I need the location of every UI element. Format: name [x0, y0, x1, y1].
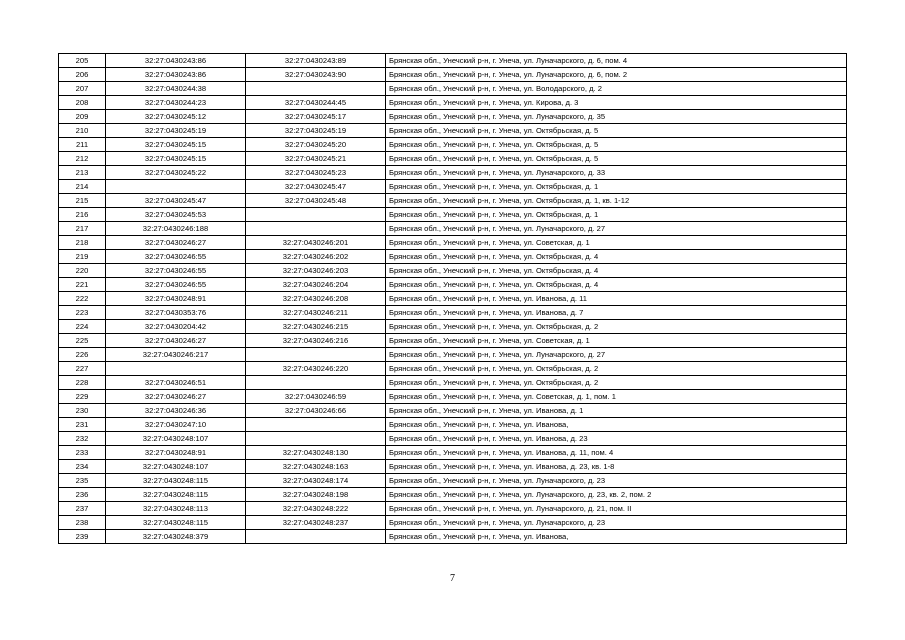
linked-cadastral-number-cell: 32:27:0430243:89	[246, 54, 386, 68]
table-row	[59, 362, 847, 376]
table-row	[59, 82, 847, 96]
row-number-cell: 231	[59, 418, 106, 432]
cadastral-number-cell: 32:27:0430246:27	[106, 390, 246, 404]
row-number-cell: 235	[59, 474, 106, 488]
table-row	[59, 194, 847, 208]
table-body	[59, 54, 847, 544]
linked-cadastral-number-cell: 32:27:0430245:17	[246, 110, 386, 124]
address-cell: Брянская обл., Унечский р-н, г. Унеча, ул. Иванова, д. 23, кв. 1-8	[386, 460, 847, 474]
address-cell: Брянская обл., Унечский р-н, г. Унеча, ул. Октябрьская, д. 4	[386, 250, 847, 264]
cadastral-number-cell: 32:27:0430246:55	[106, 264, 246, 278]
cadastral-number-cell: 32:27:0430248:113	[106, 502, 246, 516]
cadastral-number-cell: 32:27:0430246:36	[106, 404, 246, 418]
address-cell: Брянская обл., Унечский р-н, г. Унеча, ул. Советская, д. 1	[386, 334, 847, 348]
cadastral-number-cell: 32:27:0430243:86	[106, 68, 246, 82]
row-number-cell: 221	[59, 278, 106, 292]
address-cell: Брянская обл., Унечский р-н, г. Унеча, ул. Советская, д. 1	[386, 236, 847, 250]
table-row	[59, 376, 847, 390]
table-row	[59, 516, 847, 530]
table-row	[59, 250, 847, 264]
address-cell: Брянская обл., Унечский р-н, г. Унеча, ул. Октябрьская, д. 1	[386, 208, 847, 222]
table-row	[59, 446, 847, 460]
table-row	[59, 264, 847, 278]
address-cell: Брянская обл., Унечский р-н, г. Унеча, ул. Луначарского, д. 23	[386, 516, 847, 530]
linked-cadastral-number-cell: 32:27:0430246:203	[246, 264, 386, 278]
cadastral-number-cell: 32:27:0430246:51	[106, 376, 246, 390]
cadastral-number-cell: 32:27:0430245:15	[106, 138, 246, 152]
table-row	[59, 418, 847, 432]
row-number-cell: 233	[59, 446, 106, 460]
page-number: 7	[450, 573, 455, 584]
linked-cadastral-number-cell	[246, 376, 386, 390]
row-number-cell: 238	[59, 516, 106, 530]
address-cell: Брянская обл., Унечский р-н, г. Унеча, ул. Октябрьская, д. 4	[386, 278, 847, 292]
linked-cadastral-number-cell: 32:27:0430246:208	[246, 292, 386, 306]
address-cell: Брянская обл., Унечский р-н, г. Унеча, ул. Октябрьская, д. 5	[386, 138, 847, 152]
linked-cadastral-number-cell: 32:27:0430244:45	[246, 96, 386, 110]
address-cell: Брянская обл., Унечский р-н, г. Унеча, ул. Октябрьская, д. 2	[386, 320, 847, 334]
address-cell: Брянская обл., Унечский р-н, г. Унеча, ул. Луначарского, д. 23, кв. 2, пом. 2	[386, 488, 847, 502]
linked-cadastral-number-cell	[246, 432, 386, 446]
linked-cadastral-number-cell: 32:27:0430246:220	[246, 362, 386, 376]
address-cell: Брянская обл., Унечский р-н, г. Унеча, ул. Иванова, д. 11	[386, 292, 847, 306]
table-row	[59, 432, 847, 446]
address-cell: Брянская обл., Унечский р-н, г. Унеча, ул. Октябрьская, д. 2	[386, 376, 847, 390]
table-row	[59, 306, 847, 320]
address-cell: Брянская обл., Унечский р-н, г. Унеча, ул. Октябрьская, д. 5	[386, 152, 847, 166]
cadastral-number-cell: 32:27:0430248:91	[106, 446, 246, 460]
address-cell: Брянская обл., Унечский р-н, г. Унеча, ул. Октябрьская, д. 1	[386, 180, 847, 194]
table-row	[59, 236, 847, 250]
row-number-cell: 214	[59, 180, 106, 194]
address-cell: Брянская обл., Унечский р-н, г. Унеча, ул. Иванова, д. 11, пом. 4	[386, 446, 847, 460]
row-number-cell: 234	[59, 460, 106, 474]
linked-cadastral-number-cell: 32:27:0430248:163	[246, 460, 386, 474]
address-cell: Брянская обл., Унечский р-н, г. Унеча, ул. Иванова, д. 23	[386, 432, 847, 446]
linked-cadastral-number-cell: 32:27:0430246:204	[246, 278, 386, 292]
table-row	[59, 404, 847, 418]
row-number-cell: 205	[59, 54, 106, 68]
address-cell: Брянская обл., Унечский р-н, г. Унеча, ул. Октябрьская, д. 2	[386, 362, 847, 376]
address-cell: Брянская обл., Унечский р-н, г. Унеча, ул. Луначарского, д. 21, пом. II	[386, 502, 847, 516]
table-row	[59, 180, 847, 194]
linked-cadastral-number-cell: 32:27:0430246:215	[246, 320, 386, 334]
linked-cadastral-number-cell	[246, 530, 386, 544]
address-cell: Брянская обл., Унечский р-н, г. Унеча, ул. Иванова,	[386, 530, 847, 544]
table-row	[59, 502, 847, 516]
row-number-cell: 208	[59, 96, 106, 110]
cadastral-number-cell: 32:27:0430245:19	[106, 124, 246, 138]
address-cell: Брянская обл., Унечский р-н, г. Унеча, ул. Иванова, д. 7	[386, 306, 847, 320]
row-number-cell: 216	[59, 208, 106, 222]
table-row	[59, 222, 847, 236]
table-row	[59, 138, 847, 152]
table-row	[59, 348, 847, 362]
cadastral-number-cell: 32:27:0430248:379	[106, 530, 246, 544]
row-number-cell: 206	[59, 68, 106, 82]
linked-cadastral-number-cell: 32:27:0430248:237	[246, 516, 386, 530]
table-row	[59, 54, 847, 68]
linked-cadastral-number-cell: 32:27:0430246:201	[246, 236, 386, 250]
linked-cadastral-number-cell: 32:27:0430246:59	[246, 390, 386, 404]
linked-cadastral-number-cell: 32:27:0430246:202	[246, 250, 386, 264]
address-cell: Брянская обл., Унечский р-н, г. Унеча, ул. Володарского, д. 2	[386, 82, 847, 96]
table-row	[59, 334, 847, 348]
table-row	[59, 320, 847, 334]
cadastral-number-cell: 32:27:0430245:15	[106, 152, 246, 166]
table-row	[59, 390, 847, 404]
row-number-cell: 236	[59, 488, 106, 502]
linked-cadastral-number-cell	[246, 208, 386, 222]
linked-cadastral-number-cell: 32:27:0430245:20	[246, 138, 386, 152]
linked-cadastral-number-cell: 32:27:0430245:23	[246, 166, 386, 180]
linked-cadastral-number-cell: 32:27:0430248:198	[246, 488, 386, 502]
address-cell: Брянская обл., Унечский р-н, г. Унеча, ул. Октябрьская, д. 4	[386, 264, 847, 278]
row-number-cell: 217	[59, 222, 106, 236]
cadastral-number-cell: 32:27:0430353:76	[106, 306, 246, 320]
row-number-cell: 222	[59, 292, 106, 306]
cadastral-number-cell: 32:27:0430248:91	[106, 292, 246, 306]
cadastral-number-cell	[106, 362, 246, 376]
address-cell: Брянская обл., Унечский р-н, г. Унеча, ул. Луначарского, д. 23	[386, 474, 847, 488]
cadastral-number-cell: 32:27:0430248:107	[106, 432, 246, 446]
cadastral-number-cell: 32:27:0430247:10	[106, 418, 246, 432]
cadastral-number-cell: 32:27:0430245:53	[106, 208, 246, 222]
row-number-cell: 218	[59, 236, 106, 250]
cadastral-number-cell	[106, 180, 246, 194]
row-number-cell: 224	[59, 320, 106, 334]
linked-cadastral-number-cell	[246, 348, 386, 362]
cadastral-number-cell: 32:27:0430245:22	[106, 166, 246, 180]
linked-cadastral-number-cell: 32:27:0430245:48	[246, 194, 386, 208]
address-cell: Брянская обл., Унечский р-н, г. Унеча, ул. Луначарского, д. 35	[386, 110, 847, 124]
table-row	[59, 68, 847, 82]
cadastral-number-cell: 32:27:0430244:23	[106, 96, 246, 110]
table-row	[59, 292, 847, 306]
row-number-cell: 229	[59, 390, 106, 404]
table-row	[59, 166, 847, 180]
row-number-cell: 212	[59, 152, 106, 166]
address-cell: Брянская обл., Унечский р-н, г. Унеча, ул. Луначарского, д. 6, пом. 2	[386, 68, 847, 82]
row-number-cell: 210	[59, 124, 106, 138]
cadastral-number-cell: 32:27:0430248:115	[106, 474, 246, 488]
cadastral-number-cell: 32:27:0430246:27	[106, 334, 246, 348]
row-number-cell: 213	[59, 166, 106, 180]
row-number-cell: 239	[59, 530, 106, 544]
row-number-cell: 220	[59, 264, 106, 278]
table-row	[59, 110, 847, 124]
row-number-cell: 225	[59, 334, 106, 348]
address-cell: Брянская обл., Унечский р-н, г. Унеча, ул. Иванова, д. 1	[386, 404, 847, 418]
linked-cadastral-number-cell: 32:27:0430243:90	[246, 68, 386, 82]
linked-cadastral-number-cell	[246, 222, 386, 236]
row-number-cell: 230	[59, 404, 106, 418]
linked-cadastral-number-cell: 32:27:0430248:130	[246, 446, 386, 460]
row-number-cell: 209	[59, 110, 106, 124]
table-row	[59, 124, 847, 138]
cadastral-number-cell: 32:27:0430248:115	[106, 516, 246, 530]
row-number-cell: 219	[59, 250, 106, 264]
linked-cadastral-number-cell: 32:27:0430245:21	[246, 152, 386, 166]
row-number-cell: 237	[59, 502, 106, 516]
cadastral-number-cell: 32:27:0430246:217	[106, 348, 246, 362]
cadastral-number-cell: 32:27:0430246:55	[106, 250, 246, 264]
address-cell: Брянская обл., Унечский р-н, г. Унеча, ул. Луначарского, д. 33	[386, 166, 847, 180]
linked-cadastral-number-cell: 32:27:0430248:174	[246, 474, 386, 488]
table-row	[59, 152, 847, 166]
row-number-cell: 228	[59, 376, 106, 390]
cadastral-number-cell: 32:27:0430245:47	[106, 194, 246, 208]
linked-cadastral-number-cell: 32:27:0430246:211	[246, 306, 386, 320]
table-row	[59, 488, 847, 502]
linked-cadastral-number-cell	[246, 418, 386, 432]
cadastral-number-cell: 32:27:0430246:55	[106, 278, 246, 292]
row-number-cell: 211	[59, 138, 106, 152]
table-row	[59, 474, 847, 488]
table-row	[59, 208, 847, 222]
row-number-cell: 207	[59, 82, 106, 96]
table-row	[59, 96, 847, 110]
linked-cadastral-number-cell: 32:27:0430245:47	[246, 180, 386, 194]
cadastral-number-cell: 32:27:0430246:27	[106, 236, 246, 250]
linked-cadastral-number-cell: 32:27:0430245:19	[246, 124, 386, 138]
linked-cadastral-number-cell: 32:27:0430248:222	[246, 502, 386, 516]
cadastral-number-cell: 32:27:0430243:86	[106, 54, 246, 68]
cadastral-number-cell: 32:27:0430245:12	[106, 110, 246, 124]
row-number-cell: 232	[59, 432, 106, 446]
cadastral-number-cell: 32:27:0430248:107	[106, 460, 246, 474]
address-cell: Брянская обл., Унечский р-н, г. Унеча, ул. Советская, д. 1, пом. 1	[386, 390, 847, 404]
address-cell: Брянская обл., Унечский р-н, г. Унеча, ул. Кирова, д. 3	[386, 96, 847, 110]
cadastral-table	[58, 53, 847, 544]
cadastral-number-cell: 32:27:0430244:38	[106, 82, 246, 96]
row-number-cell: 215	[59, 194, 106, 208]
row-number-cell: 223	[59, 306, 106, 320]
address-cell: Брянская обл., Унечский р-н, г. Унеча, ул. Луначарского, д. 27	[386, 348, 847, 362]
table-row	[59, 460, 847, 474]
cadastral-number-cell: 32:27:0430248:115	[106, 488, 246, 502]
cadastral-number-cell: 32:27:0430204:42	[106, 320, 246, 334]
linked-cadastral-number-cell	[246, 82, 386, 96]
address-cell: Брянская обл., Унечский р-н, г. Унеча, ул. Луначарского, д. 6, пом. 4	[386, 54, 847, 68]
cadastral-number-cell: 32:27:0430246:188	[106, 222, 246, 236]
address-cell: Брянская обл., Унечский р-н, г. Унеча, ул. Октябрьская, д. 5	[386, 124, 847, 138]
row-number-cell: 226	[59, 348, 106, 362]
address-cell: Брянская обл., Унечский р-н, г. Унеча, ул. Иванова,	[386, 418, 847, 432]
linked-cadastral-number-cell: 32:27:0430246:66	[246, 404, 386, 418]
table-row	[59, 278, 847, 292]
address-cell: Брянская обл., Унечский р-н, г. Унеча, ул. Луначарского, д. 27	[386, 222, 847, 236]
address-cell: Брянская обл., Унечский р-н, г. Унеча, ул. Октябрьская, д. 1, кв. 1-12	[386, 194, 847, 208]
row-number-cell: 227	[59, 362, 106, 376]
linked-cadastral-number-cell: 32:27:0430246:216	[246, 334, 386, 348]
table-row	[59, 530, 847, 544]
